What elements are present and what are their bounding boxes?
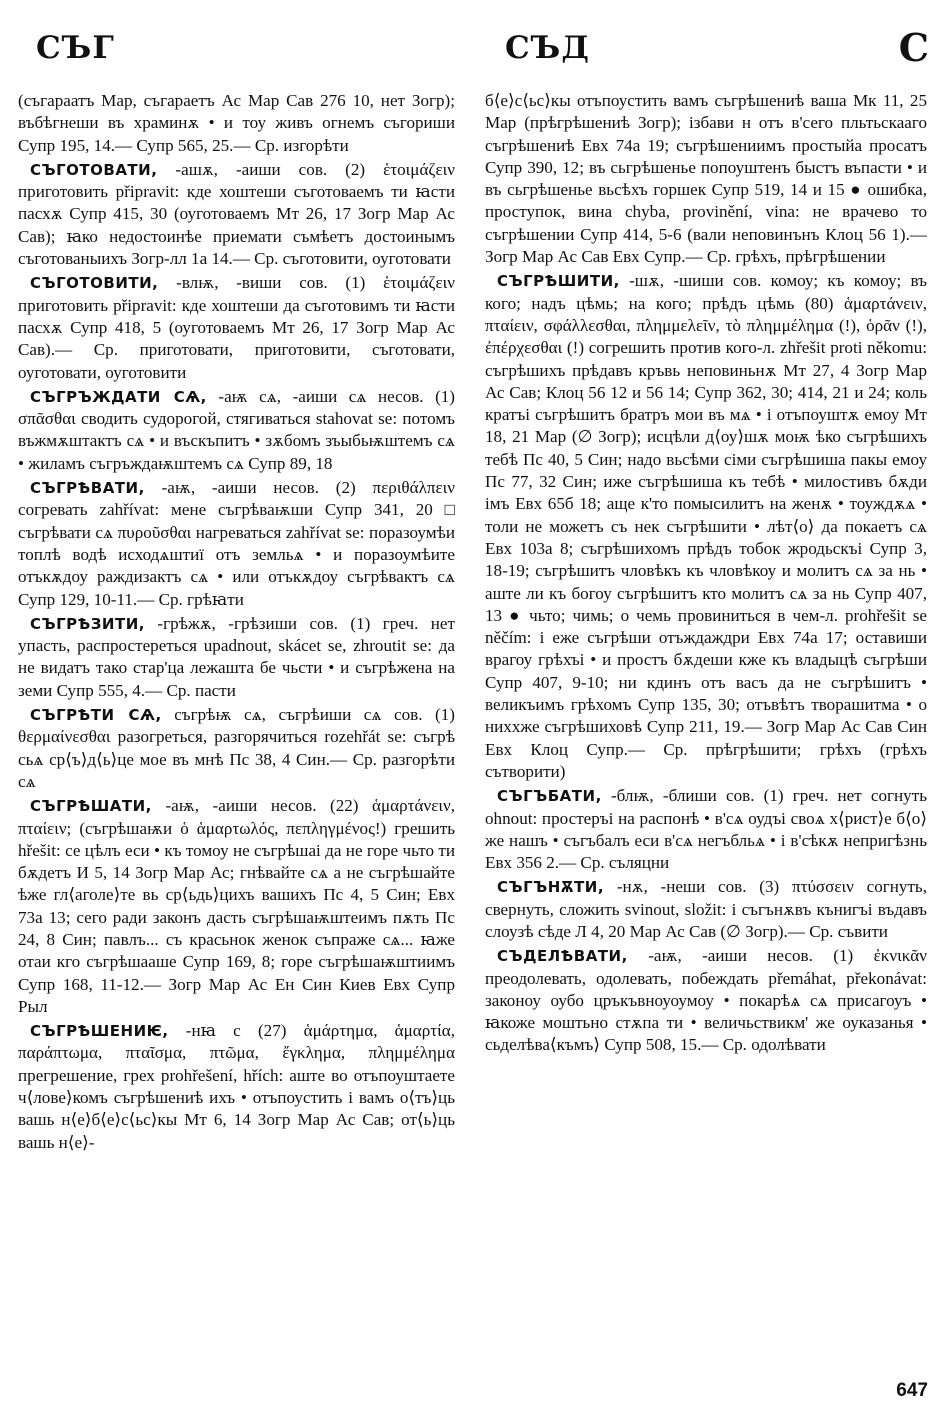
entry-text: -нꙗ с (27) ἁμάρτημα, ἁμαρτία, παράπτωμα, πταῖσμα, πτῶμα, ἔγκλημα, πλημμέλημα прегрешение, грех prohřešení, hřích: аште во отъпоуштаете ч⟨лове⟩комъ съгрѣшениѣ ихъ • отъпоустить і вамъ о⟨тъ⟩ць вашь н⟨е⟩б⟨е⟩с⟨ьс⟩кы Мт 6, 14 Зогр Мар Ас Сав; от⟨ь⟩ць вашь н⟨е⟩- [18,1021,455,1152]
entry [18,272,455,383]
entry-headword: СЪГРѢШЕНИѤ, [30,1022,169,1041]
entry [485,785,927,874]
entry-text: б⟨е⟩с⟨ьс⟩кы отъпоустить вамъ съгрѣшениѣ ваша Мк 11, 25 Мар (прѣгрѣшениѣ Зогр); ізбави н отъ в'сего пльтьскааго съгрѣшениѣ Евх 74а 19; съгрѣшениимъ простыйа просатъ Супр 390, 12; въ сьгрѣшенье попоуштенъ быстъ въпасти • и въ сьгрѣшенье вьсѣхъ горшек Супр 519, 14 и 15 ● ошибка, проступок, вина chyba, provinění, vina: не врачево то съгрѣшении Супр 414, 5-6 (вали неповинънъ Клоц 56 1).— Зогр Мар Ас Сав Евх Супр.— Ср. грѣхъ, прѣгрѣшении [485,91,927,267]
running-head-left: СЪГ [36,30,115,66]
entry-headword: СЪГРѢТИ СѦ, [30,706,162,725]
entry-headword: СЪГРѢШИТИ, [497,272,620,291]
entry [18,90,455,157]
entry-headword: СЪГРѢВАТИ, [30,479,145,498]
entry-text: -аѭ, -аиши несов. (2) περιθάλπειν согревать zahřívat: мене съгрѣваѭши Супр 341, 20 □ съгрѣвати сѧ πυροῦσθαι нагреваться zahřívat se: поразоумѣи топлѣ водѣ исходѧштиї отъ земльѧ • и поразоумѣите отъкѫдоу раждизактъ сѧ • или отъкѫдоу съгрѣвактъ сѧ Супр 129, 10-11.— Ср. грѣꙗти [18,478,455,609]
entry [18,1020,455,1154]
entry-headword: СЪГОТОВАТИ, [30,160,158,179]
page-number: 647 [896,1380,928,1401]
entry-text: -аѭ, -аиши несов. (22) ἁμαρτάνειν, πταίειν; (съгрѣшаѭи ὁ ἁμαρτωλός, πεπληγμένος!) грешить hřešit: се цѣлъ еси • къ томоу не съгрѣшаі да не горе чьто ти бѫдетъ И 5, 14 Зогр Мар Ас; гнѣвайте сѧ а не съгрѣшайте ѣже гл⟨аголе⟩те вь ср⟨ьдь⟩цихъ вашихъ Пс 4, 5 Син; Евх 73а 13; сего ради законъ дасть съгрѣшаѭштеимъ пѫть Пс 24, 8 Син; павлъ... съ красьнок женок съпраже сѧ... ꙗже отаи кго съгрѣшааше Супр 169, 8; горе съгрѣшаѭштиимъ Супр 168, 11-12.— Зогр Мар Ас Ен Син Киев Евх Супр Рыл [18,796,455,1016]
entry [18,704,455,793]
right-column [485,90,927,1059]
entry [485,270,927,783]
entry-text: -ашѫ, -аиши сов. (2) ἑτοιμάζειν приготовить připravit: кде хоштеши съготоваемъ ти ꙗсти пасхѫ Супр 415, 30 (оуготоваемъ Мт 26, 17 Зогр Мар Ас Сав); ꙗко недостоинѣе приемати съмѣетъ достоинымъ съготованыихъ Зогр-лл 1а 14.— Ср. съготовити, оуготовати [18,159,455,269]
entry [18,386,455,475]
section-letter: С [898,25,930,70]
running-head-center: СЪД [505,30,590,66]
entry [18,159,455,270]
entry-headword: СЪГРЪЖДАТИ СѦ, [30,387,207,406]
entry-headword: СЪГОТОВИТИ, [30,274,159,293]
entry-text: -нѫ, -неши сов. (3) πτύσσειν согнуть, свернуть, сложить svinout, složit: і съгънѫвъ кънигъі въдавъ слоузѣ сѣде Л 4, 20 Мар Ас Сав (∅ Зогр).— Ср. съвити [485,877,927,941]
entry-headword: СЪГЪНѪТИ, [497,878,605,897]
entry-text: -блѭ, -блиши сов. (1) греч. нет согнуть ohnout: простеръі на распонѣ • в'сѧ оудъі своѧ х⟨рист⟩е б⟨о⟩же нашъ • съгъбалъ еси в'сѧ негъбльѧ • і в'сѣкѫ непригѣзнь Евх 356 2.— Ср. съляцни [485,786,927,873]
entry-text: -влѭ, -виши сов. (1) ἑτοιμάζειν приготовить připravit: кде хоштеши да съготовимъ ти ꙗсти пасхѫ Супр 418, 5 (оуготоваемъ Мт 26, 17 Зогр Мар Ас Сав).— Ср. приготовати, приготовити, съготовати, оуготовати, оуготовити [18,273,456,382]
entry-text: -грѣжѫ, -грѣзиши сов. (1) греч. нет упасть, распростереться upadnout, skácet se, zhroutit se: да не видатъ тако стар'ца лежашта бе чьсти • и съгрѣжена на земи Супр 555, 4.— Ср. пасти [18,613,455,700]
entry [485,90,927,268]
entry-headword: СЪДЕЛѢВАТИ, [497,947,628,966]
entry-text: -аѭ, -аиши несов. (1) ἐκνικᾶν преодолевать, одолевать, побеждать přemáhat, překonávat: законоу оубо цръкъвноуоумоу • покарѣѧ сѧ присагоуъ • ꙗкоже моштьно стѫпа ти • величьствикм' же оуказанья • сьделѣва⟨къмъ⟩ Супр 508, 15.— Ср. одолѣвати [485,946,927,1055]
entry-headword: СЪГРѢЗИТИ, [30,614,145,633]
entry [18,613,455,702]
entry-headword: СЪГРѢШАТИ, [30,797,152,816]
entry [485,876,927,943]
entry-text: -шѫ, -шиши сов. комоу; къ комоу; въ кого; надъ цѣмь; на кого; прѣдъ цѣмь (80) ἁμαρτάνειν, πταίειν, σφάλλεσθαι, πλημμελεῖν, τὸ πλημμέλημα (!), ὁρᾶν (!), ἐπέρχεσθαι (!) согрешить против кого-л. zhřešit proti někomu: съгрѣшихъ прѣдавъ кръвь неповиньнѫ Мт 27, 4 Зогр Мар Ас Сав; Клоц 56 12 и 56 14; Супр 362, 30; 414, 21 и 24; коль кратъі съгрѣшитъ братръ мои въ мѧ • і отъпоуштѫ емоу Мт 18, 21 Мар (∅ Зогр); исцѣли д⟨оу⟩шѫ моѭ ѣко съгрѣшихъ тебѣ Пс 40, 5 Син; надо вьсѣми сіми съгрѣшиша пакы емоу Пс 77, 32 Син; иже съгрѣшиша къ тебѣ • милостивъ бѫди імъ Евх 65б 18; аще к'то помысилитъ на женѫ • тоуждѫѧ • толи не можетъ съ нек съгрѣшити • лѣт⟨о⟩ да покаетъ сѧ Евх 103а 8; съгрѣшихомъ прѣдъ тобок жродьскъі Супр 3, 18-19; съгрѣшитъ чловѣкъ къ чловѣкоу и молитъ сѧ за нь • аште ли къ богоу съгрѣшитъ кто молитъ сѧ за нь Супр 407, 13 ● чьто; чимь; о чемь провиниться в чем-л. prohřešit se něčím: і еже съгрѣши отъждаждри Евх 74а 17; оставиши врагоу грѣхъі • и простъ бѫдеши кже къ владыцѣ съгрѣши Супр 407, 9-10; ни кдинъ отъ васъ да не съгрѣшитъ • великъимъ грѣхомъ Супр 135, 30; отъвѣтъ творашитма • о ниххже съгрѣшиховѣ Супр 211, 19.— Зогр Мар Ас Сав Син Евх Клоц Супр.— Ср. прѣгрѣшити; грѣхъ (грѣхъ сътворити) [485,271,927,781]
left-column [18,90,455,1156]
entry [485,945,927,1056]
entry [18,477,455,611]
entry-text: съгрѣѭ сѧ, съгрѣиши сѧ сов. (1) θερμαίνεσθαι разогреться, разгорячиться rozehřát se: съгрѣ сьѧ ср⟨ъ⟩д⟨ь⟩це мое въ мнѣ Пс 38, 4 Син.— Ср. разгорѣти сѧ [18,705,455,791]
entry-headword: СЪГЪБАТИ, [497,787,602,806]
entry-text: (съгараатъ Мар, съгараетъ Ас Мар Сав 276 10, нет Зогр); въбѣгнеши въ храминѫ • и тоу живъ огнемъ съгориши Супр 195, 14.— Супр 565, 25.— Ср. изгорѣти [18,91,455,155]
entry-text: -аѭ сѧ, -аиши сѧ несов. (1) σπᾶσθαι сводить судорогой, стягиваться stahovat se: потомъ въжмѫштактъ сѧ • и въскъпитъ • зѫбомъ зъыбьѭштемъ сѧ • жиламъ съгръждаѭштемъ сѧ Супр 89, 18 [18,386,456,473]
entry [18,795,455,1018]
